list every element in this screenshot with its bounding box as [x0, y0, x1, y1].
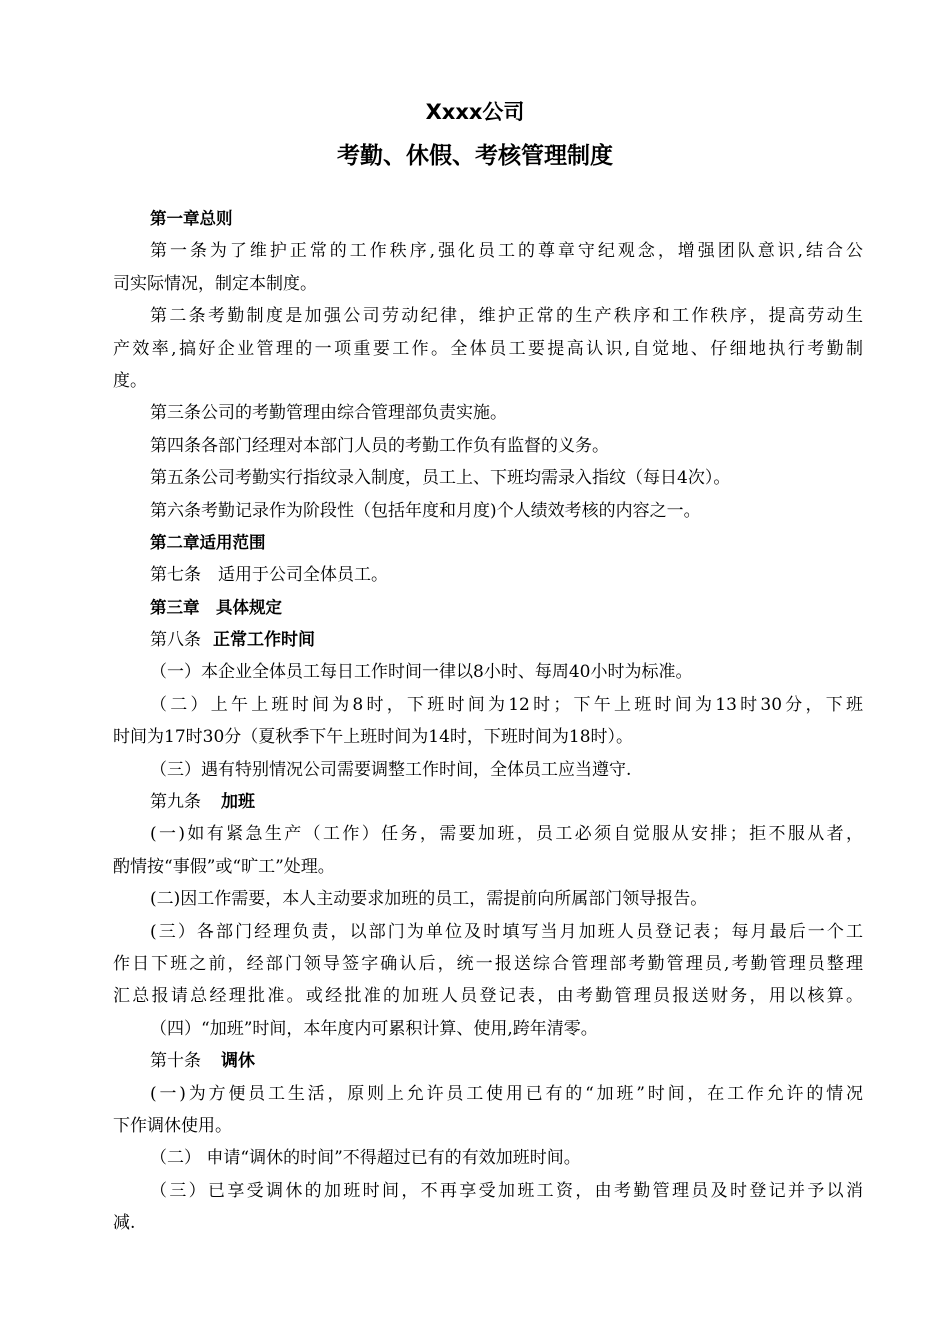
article-8-item-2-line-1: （二）上午上班时间为8时，下班时间为12时；下午上班时间为13时30分，下班 — [150, 694, 863, 715]
chapter-2-heading: 第二章适用范围 — [150, 532, 266, 552]
article-10-item-3-line-2: 减. — [113, 1213, 136, 1234]
article-2-line-3: 度。 — [113, 370, 147, 391]
article-9-item-2: (二)因工作需要，本人主动要求加班的员工，需提前向所属部门领导报告。 — [150, 889, 708, 910]
article-10-title: 调休 — [221, 1051, 255, 1072]
article-8-label: 第八条 — [150, 630, 201, 651]
article-5: 第五条公司考勤实行指纹录入制度，员工上、下班均需录入指纹（每日4次）。 — [150, 468, 731, 489]
article-9-heading — [113, 786, 863, 818]
article-8-title: 正常工作时间 — [213, 630, 315, 651]
article-10-label: 第十条 — [150, 1051, 201, 1072]
chapter-1-heading: 第一章总则 — [150, 209, 233, 228]
article-10-item-1-line-2: 下作调休使用。 — [113, 1115, 232, 1136]
article-8-item-3: （三）遇有特别情况公司需要调整工作时间，全体员工应当遵守. — [150, 759, 632, 780]
article-7: 第七条 适用于公司全体员工。 — [150, 565, 388, 586]
article-9-item-3-line-2: 作日下班之前，经部门领导签字确认后，统一报送综合管理部考勤管理员,考勤管理员整理 — [113, 953, 863, 974]
article-3: 第三条公司的考勤管理由综合管理部负责实施。 — [150, 403, 507, 424]
article-9-label: 第九条 — [150, 792, 201, 813]
document-body — [113, 203, 863, 1240]
document-title: 考勤、休假、考核管理制度 — [337, 143, 613, 169]
article-4: 第四条各部门经理对本部门人员的考勤工作负有监督的义务。 — [150, 435, 609, 456]
article-10-item-2: （二） 申请“调休的时间”不得超过已有的有效加班时间。 — [150, 1148, 581, 1169]
article-9-item-3-line-1: (三）各部门经理负责，以部门为单位及时填写当月加班人员登记表；每月最后一个工 — [150, 921, 863, 942]
article-9-title: 加班 — [221, 792, 255, 813]
article-8-heading — [113, 624, 863, 656]
company-title: Xxxx公司 — [425, 100, 525, 124]
article-2-line-2: 产效率,搞好企业管理的一项重要工作。全体员工要提高认识,自觉地、仔细地执行考勤制 — [113, 338, 863, 359]
article-10-item-1-line-1: (一)为方便员工生活，原则上允许员工使用已有的“加班”时间，在工作允许的情况 — [150, 1083, 863, 1104]
article-1-line-2: 司实际情况，制定本制度。 — [113, 273, 317, 294]
article-1-line-1: 第一条为了维护正常的工作秩序,强化员工的尊章守纪观念，增强团队意识,结合公 — [150, 241, 863, 262]
article-6: 第六条考勤记录作为阶段性（包括年度和月度)个人绩效考核的内容之一。 — [150, 500, 701, 521]
article-9-item-1-line-1: (一)如有紧急生产（工作）任务，需要加班，员工必须自觉服从安排；拒不服从者， — [150, 824, 863, 845]
article-9-item-4: （四）“加班”时间，本年度内可累积计算、使用,跨年清零。 — [150, 1018, 598, 1039]
article-2-line-1: 第二条考勤制度是加强公司劳动纪律，维护正常的生产秩序和工作秩序，提高劳动生 — [150, 306, 863, 327]
chapter-3-heading: 第三章 具体规定 — [150, 597, 282, 617]
article-8-item-2-line-2: 时间为17时30分（夏秋季下午上班时间为14时，下班时间为18时）。 — [113, 727, 634, 748]
article-9-item-3-line-3: 汇总报请总经理批准。或经批准的加班人员登记表，由考勤管理员报送财务，用以核算。 — [113, 986, 863, 1007]
article-10-item-3-line-1: （三）已享受调休的加班时间，不再享受加班工资，由考勤管理员及时登记并予以消 — [150, 1180, 863, 1201]
article-10-heading — [113, 1045, 863, 1077]
article-9-item-1-line-2: 酌情按“事假”或“旷工”处理。 — [113, 856, 335, 877]
article-8-item-1: （一）本企业全体员工每日工作时间一律以8小时、每周40小时为标准。 — [150, 662, 693, 683]
